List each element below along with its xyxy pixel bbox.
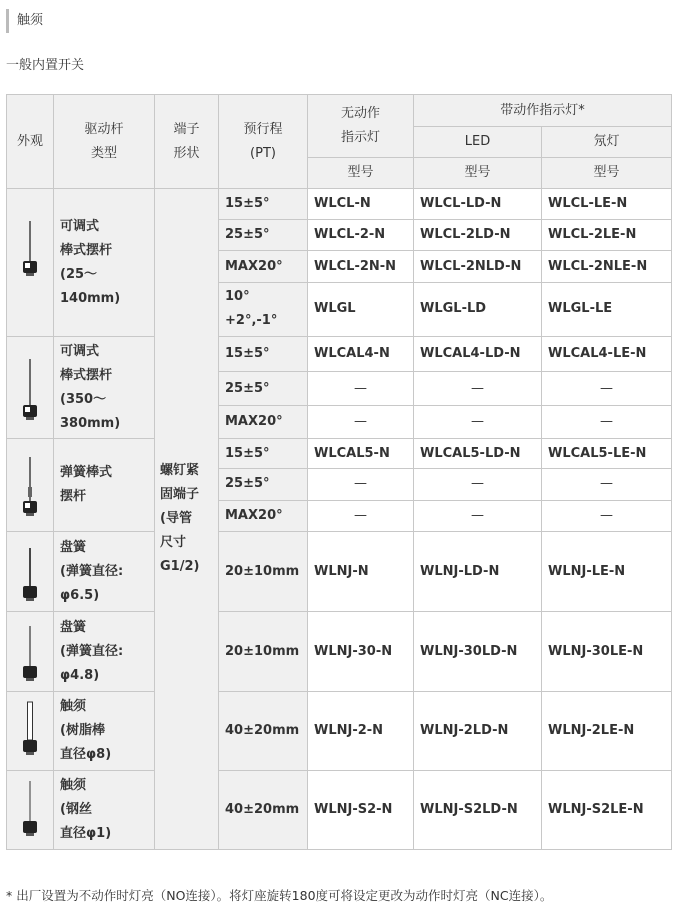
lever-type-cell: 弹簧棒式 摆杆 bbox=[54, 439, 155, 532]
model-led-cell: — bbox=[414, 372, 542, 405]
adjustable-long-rod-lever-icon bbox=[7, 337, 54, 439]
header-neon: 氖灯 bbox=[542, 127, 672, 158]
model-none-cell: WLCAL4-N bbox=[308, 337, 414, 372]
model-led-cell: WLCAL5-LD-N bbox=[414, 439, 542, 469]
model-neon-cell: — bbox=[542, 469, 672, 500]
model-none-cell: WLNJ-N bbox=[308, 532, 414, 612]
model-neon-cell: WLCL-2NLE-N bbox=[542, 251, 672, 282]
spring-rod-lever-icon bbox=[7, 439, 54, 532]
model-none-cell: — bbox=[308, 405, 414, 438]
model-neon-cell: WLGL-LE bbox=[542, 282, 672, 336]
model-none-cell: WLCAL5-N bbox=[308, 439, 414, 469]
pretravel-cell: 40±20mm bbox=[219, 692, 308, 771]
model-led-cell: WLNJ-S2LD-N bbox=[414, 771, 542, 850]
model-none-cell: — bbox=[308, 372, 414, 405]
table-row bbox=[7, 532, 672, 612]
lever-type-cell: 盘簧 (弹簧直径: φ6.5) bbox=[54, 532, 155, 612]
model-none-cell: WLCL-2N-N bbox=[308, 251, 414, 282]
model-neon-cell: WLNJ-S2LE-N bbox=[542, 771, 672, 850]
subtitle: 一般内置开关 bbox=[6, 58, 85, 73]
model-led-cell: WLGL-LD bbox=[414, 282, 542, 336]
header-terminal: 端子 形状 bbox=[155, 95, 219, 189]
header-lever-type: 驱动杆 类型 bbox=[54, 95, 155, 189]
lever-type-cell: 触须 (钢丝 直径φ1) bbox=[54, 771, 155, 850]
model-none-cell: — bbox=[308, 500, 414, 531]
model-none-cell: WLCL-2-N bbox=[308, 220, 414, 251]
model-neon-cell: WLCAL4-LE-N bbox=[542, 337, 672, 372]
pretravel-cell: 25±5° bbox=[219, 372, 308, 405]
lever-type-cell: 可调式 棒式摆杆 (25～ 140mm) bbox=[54, 189, 155, 337]
pretravel-cell: MAX20° bbox=[219, 500, 308, 531]
adjustable-rod-lever-icon bbox=[7, 189, 54, 337]
header-model-led: 型号 bbox=[414, 158, 542, 189]
header-no-indicator: 无动作 指示灯 bbox=[308, 95, 414, 158]
table-row bbox=[7, 189, 672, 220]
model-none-cell: — bbox=[308, 469, 414, 500]
header-led: LED bbox=[414, 127, 542, 158]
model-led-cell: WLNJ-LD-N bbox=[414, 532, 542, 612]
model-led-cell: — bbox=[414, 469, 542, 500]
resin-rod-whisker-icon bbox=[7, 692, 54, 771]
pretravel-cell: 20±10mm bbox=[219, 612, 308, 692]
model-none-cell: WLNJ-30-N bbox=[308, 612, 414, 692]
model-neon-cell: WLCL-LE-N bbox=[542, 189, 672, 220]
section-title: 触须 bbox=[6, 9, 43, 33]
model-neon-cell: WLNJ-2LE-N bbox=[542, 692, 672, 771]
header-appearance: 外观 bbox=[7, 95, 54, 189]
model-neon-cell: — bbox=[542, 500, 672, 531]
model-neon-cell: WLCAL5-LE-N bbox=[542, 439, 672, 469]
model-led-cell: — bbox=[414, 405, 542, 438]
model-none-cell: WLNJ-S2-N bbox=[308, 771, 414, 850]
spec-table bbox=[6, 94, 672, 850]
model-led-cell: WLCL-2NLD-N bbox=[414, 251, 542, 282]
steel-wire-whisker-icon bbox=[7, 771, 54, 850]
model-led-cell: WLCAL4-LD-N bbox=[414, 337, 542, 372]
table-row bbox=[7, 439, 672, 469]
table-row bbox=[7, 612, 672, 692]
model-led-cell: WLNJ-30LD-N bbox=[414, 612, 542, 692]
model-led-cell: WLCL-LD-N bbox=[414, 189, 542, 220]
header-model-none: 型号 bbox=[308, 158, 414, 189]
pretravel-cell: 20±10mm bbox=[219, 532, 308, 612]
model-led-cell: WLCL-2LD-N bbox=[414, 220, 542, 251]
pretravel-cell: 40±20mm bbox=[219, 771, 308, 850]
terminal-shape-cell: 螺钉紧 固端子 (导管 尺寸 G1/2) bbox=[155, 189, 219, 850]
pretravel-cell: 15±5° bbox=[219, 189, 308, 220]
model-led-cell: WLNJ-2LD-N bbox=[414, 692, 542, 771]
coil-spring-small-icon bbox=[7, 612, 54, 692]
model-none-cell: WLNJ-2-N bbox=[308, 692, 414, 771]
header-pt: 预行程 (PT) bbox=[219, 95, 308, 189]
pretravel-cell: 15±5° bbox=[219, 337, 308, 372]
coil-spring-icon bbox=[7, 532, 54, 612]
model-neon-cell: WLCL-2LE-N bbox=[542, 220, 672, 251]
model-none-cell: WLCL-N bbox=[308, 189, 414, 220]
pretravel-cell: 10° +2°,-1° bbox=[219, 282, 308, 336]
table-row bbox=[7, 692, 672, 771]
model-neon-cell: — bbox=[542, 372, 672, 405]
header-with-indicator: 带动作指示灯* bbox=[414, 95, 672, 127]
pretravel-cell: 25±5° bbox=[219, 220, 308, 251]
model-none-cell: WLGL bbox=[308, 282, 414, 336]
pretravel-cell: 15±5° bbox=[219, 439, 308, 469]
pretravel-cell: MAX20° bbox=[219, 405, 308, 438]
footnote: * 出厂设置为不动作时灯亮（NO连接）。将灯座旋转180度可将设定更改为动作时灯亮（NC连接）。 bbox=[6, 888, 553, 903]
pretravel-cell: 25±5° bbox=[219, 469, 308, 500]
table-row bbox=[7, 771, 672, 850]
lever-type-cell: 触须 (树脂棒 直径φ8) bbox=[54, 692, 155, 771]
model-led-cell: — bbox=[414, 500, 542, 531]
header-model-neon: 型号 bbox=[542, 158, 672, 189]
lever-type-cell: 盘簧 (弹簧直径: φ4.8) bbox=[54, 612, 155, 692]
lever-type-cell: 可调式 棒式摆杆 (350～ 380mm) bbox=[54, 337, 155, 439]
model-neon-cell: WLNJ-LE-N bbox=[542, 532, 672, 612]
model-neon-cell: — bbox=[542, 405, 672, 438]
model-neon-cell: WLNJ-30LE-N bbox=[542, 612, 672, 692]
pretravel-cell: MAX20° bbox=[219, 251, 308, 282]
table-row bbox=[7, 337, 672, 372]
